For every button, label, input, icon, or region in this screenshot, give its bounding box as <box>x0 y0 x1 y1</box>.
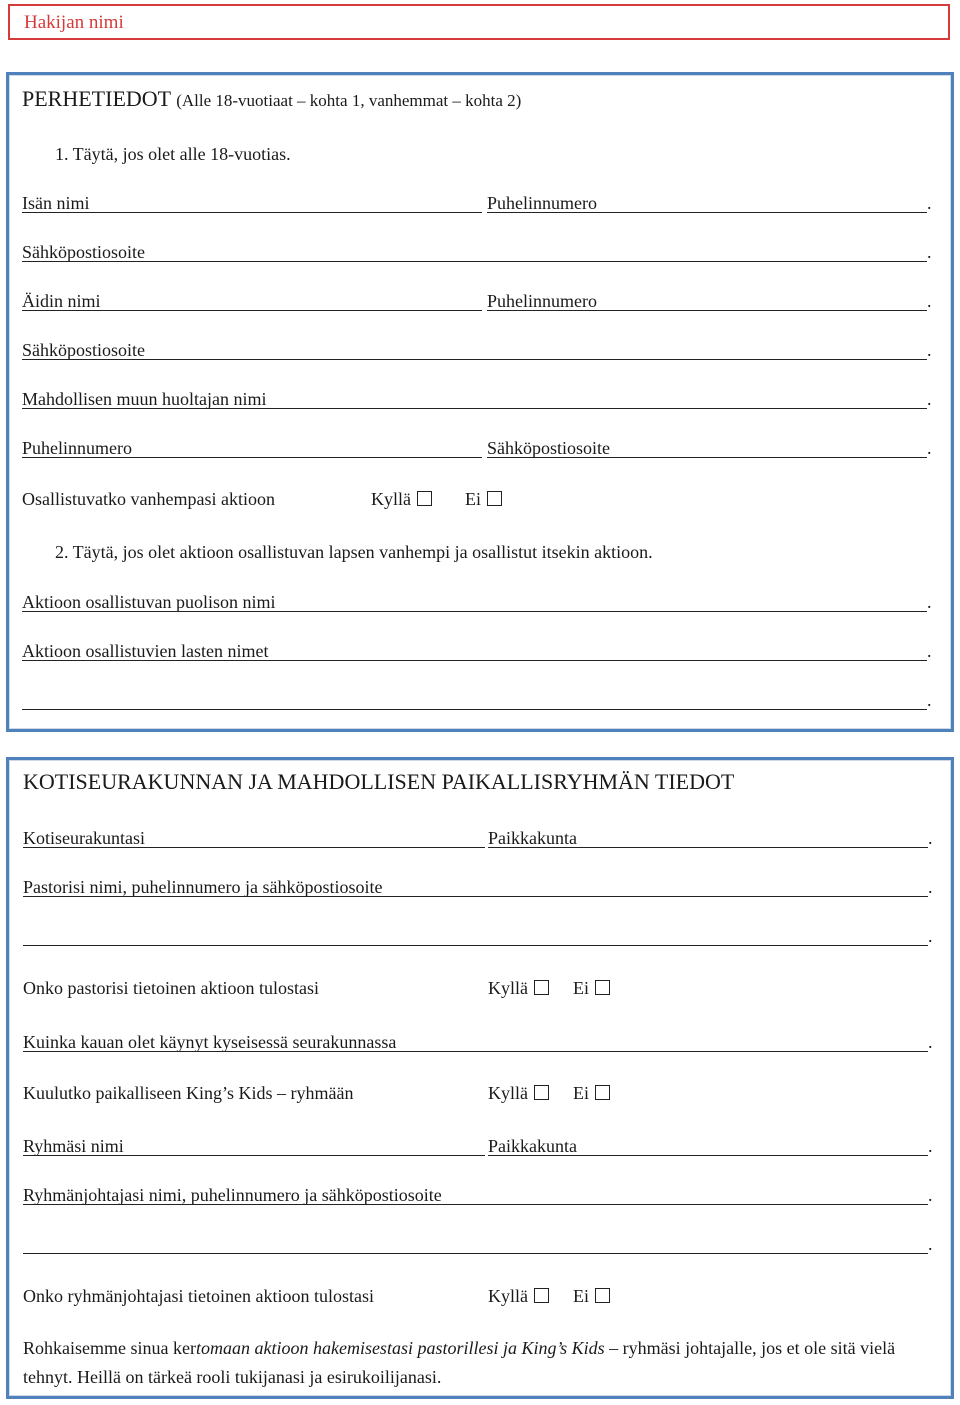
checkbox-yes[interactable] <box>534 980 549 995</box>
line-end-dot: . <box>927 242 932 262</box>
parent-participates-label: Osallistuvatko vanhempasi aktioon <box>22 489 275 509</box>
no-label: Ei <box>573 978 589 998</box>
line-end-dot: . <box>928 1136 933 1156</box>
family-heading <box>22 88 521 112</box>
applicant-name-label: Hakijan nimi <box>24 12 124 33</box>
line-end-dot: . <box>928 926 933 946</box>
line-end-dot: . <box>928 1234 933 1254</box>
leader-info-field[interactable] <box>23 1204 928 1205</box>
no-label: Ei <box>573 1083 589 1103</box>
kings-kids-no[interactable] <box>573 1082 610 1104</box>
yes-label: Kyllä <box>488 1083 528 1103</box>
line-end-dot: . <box>928 1185 933 1205</box>
line-end-dot: . <box>927 690 932 710</box>
parent-participates-no[interactable] <box>465 488 502 510</box>
mother-name-field[interactable] <box>22 310 482 311</box>
kings-kids-label: Kuulutko paikalliseen King’s Kids – ryhmään <box>23 1083 354 1103</box>
checkbox-no[interactable] <box>595 1085 610 1100</box>
line-end-dot: . <box>927 193 932 213</box>
pastor-info-field-2[interactable] <box>23 945 928 946</box>
kings-kids-yes[interactable] <box>488 1082 549 1104</box>
home-parish-label: Kotiseurakuntasi <box>23 828 145 848</box>
guardian-name-label: Mahdollisen muun huoltajan nimi <box>22 389 267 409</box>
guardian-email-field[interactable] <box>487 457 927 458</box>
guardian-name-field[interactable] <box>22 408 927 409</box>
line-end-dot: . <box>927 592 932 612</box>
children-names-field-2[interactable] <box>22 709 927 710</box>
group-locality-field[interactable] <box>488 1155 928 1156</box>
pastor-aware-yes[interactable] <box>488 977 549 999</box>
group-name-label: Ryhmäsi nimi <box>23 1136 124 1156</box>
applicant-name-field[interactable] <box>8 4 950 40</box>
how-long-label: Kuinka kauan olet käynyt kyseisessä seurakunnassa <box>23 1032 397 1052</box>
line-end-dot: . <box>927 291 932 311</box>
church-heading: KOTISEURAKUNNAN JA MAHDOLLISEN PAIKALLISRYHMÄN TIEDOT <box>23 769 735 794</box>
encouragement-paragraph <box>23 1334 938 1392</box>
guardian-phone-field[interactable] <box>22 457 482 458</box>
spouse-name-field[interactable] <box>22 611 927 612</box>
father-name-field[interactable] <box>22 212 482 213</box>
mother-email-field[interactable] <box>22 359 927 360</box>
pastor-aware-no[interactable] <box>573 977 610 999</box>
yes-label: Kyllä <box>371 489 411 509</box>
line-end-dot: . <box>927 340 932 360</box>
checkbox-no[interactable] <box>595 980 610 995</box>
how-long-field[interactable] <box>23 1051 928 1052</box>
line-end-dot: . <box>928 828 933 848</box>
father-phone-field[interactable] <box>487 212 927 213</box>
family-info-section <box>6 72 954 732</box>
checkbox-yes[interactable] <box>534 1085 549 1100</box>
checkbox-no[interactable] <box>595 1288 610 1303</box>
pastor-aware-label: Onko pastorisi tietoinen aktioon tulostasi <box>23 978 319 998</box>
leader-info-label: Ryhmänjohtajasi nimi, puhelinnumero ja sähköpostiosoite <box>23 1185 442 1205</box>
checkbox-no[interactable] <box>487 491 502 506</box>
father-phone-label: Puhelinnumero <box>487 193 597 213</box>
line-end-dot: . <box>927 438 932 458</box>
father-email-label: Sähköpostiosoite <box>22 242 146 262</box>
yes-label: Kyllä <box>488 978 528 998</box>
pastor-info-field[interactable] <box>23 896 928 897</box>
father-email-field[interactable] <box>22 261 927 262</box>
line-end-dot: . <box>928 877 933 897</box>
leader-aware-yes[interactable] <box>488 1285 549 1307</box>
encouragement-part-b: tomaan aktioon hakemisestasi pastorillesi ja King’s Kids <box>195 1338 605 1358</box>
parent-participates-yes[interactable] <box>371 488 432 510</box>
mother-name-label: Äidin nimi <box>22 291 101 311</box>
spouse-name-label: Aktioon osallistuvan puolison nimi <box>22 592 276 612</box>
family-title: PERHETIEDOT <box>22 86 171 111</box>
no-label: Ei <box>465 489 481 509</box>
no-label: Ei <box>573 1286 589 1306</box>
locality-label: Paikkakunta <box>488 828 577 848</box>
group-locality-label: Paikkakunta <box>488 1136 577 1156</box>
church-info-section <box>6 757 954 1399</box>
family-subtitle: (Alle 18-vuotiaat – kohta 1, vanhemmat – kohta 2) <box>176 91 522 110</box>
line-end-dot: . <box>927 389 932 409</box>
yes-label: Kyllä <box>488 1286 528 1306</box>
encouragement-part-c: – ryhmäsi johtajalle, jos et ole sitä vielä tehnyt. Heillä on tärkeä rooli tukijanasi ja esirukoilijanasi. <box>23 1338 896 1387</box>
mother-phone-label: Puhelinnumero <box>487 291 597 311</box>
home-parish-field[interactable] <box>23 847 485 848</box>
line-end-dot: . <box>928 1032 933 1052</box>
group-name-field[interactable] <box>23 1155 485 1156</box>
pastor-info-label: Pastorisi nimi, puhelinnumero ja sähköpostiosoite <box>23 877 383 897</box>
checkbox-yes[interactable] <box>534 1288 549 1303</box>
leader-info-field-2[interactable] <box>23 1253 928 1254</box>
mother-email-label: Sähköpostiosoite <box>22 340 146 360</box>
locality-field[interactable] <box>488 847 928 848</box>
leader-aware-label: Onko ryhmänjohtajasi tietoinen aktioon tulostasi <box>23 1286 374 1306</box>
children-names-field[interactable] <box>22 660 927 661</box>
mother-phone-field[interactable] <box>487 310 927 311</box>
father-name-label: Isän nimi <box>22 193 90 213</box>
item-2-instruction: 2. Täytä, jos olet aktioon osallistuvan lapsen vanhempi ja osallistut itsekin aktioon. <box>55 542 653 562</box>
guardian-phone-label: Puhelinnumero <box>22 438 132 458</box>
line-end-dot: . <box>927 641 932 661</box>
encouragement-part-a: Rohkaisemme sinua ker <box>23 1338 196 1358</box>
guardian-email-label: Sähköpostiosoite <box>487 438 611 458</box>
checkbox-yes[interactable] <box>417 491 432 506</box>
leader-aware-no[interactable] <box>573 1285 610 1307</box>
item-1-instruction: 1. Täytä, jos olet alle 18-vuotias. <box>55 144 291 164</box>
children-names-label: Aktioon osallistuvien lasten nimet <box>22 641 269 661</box>
